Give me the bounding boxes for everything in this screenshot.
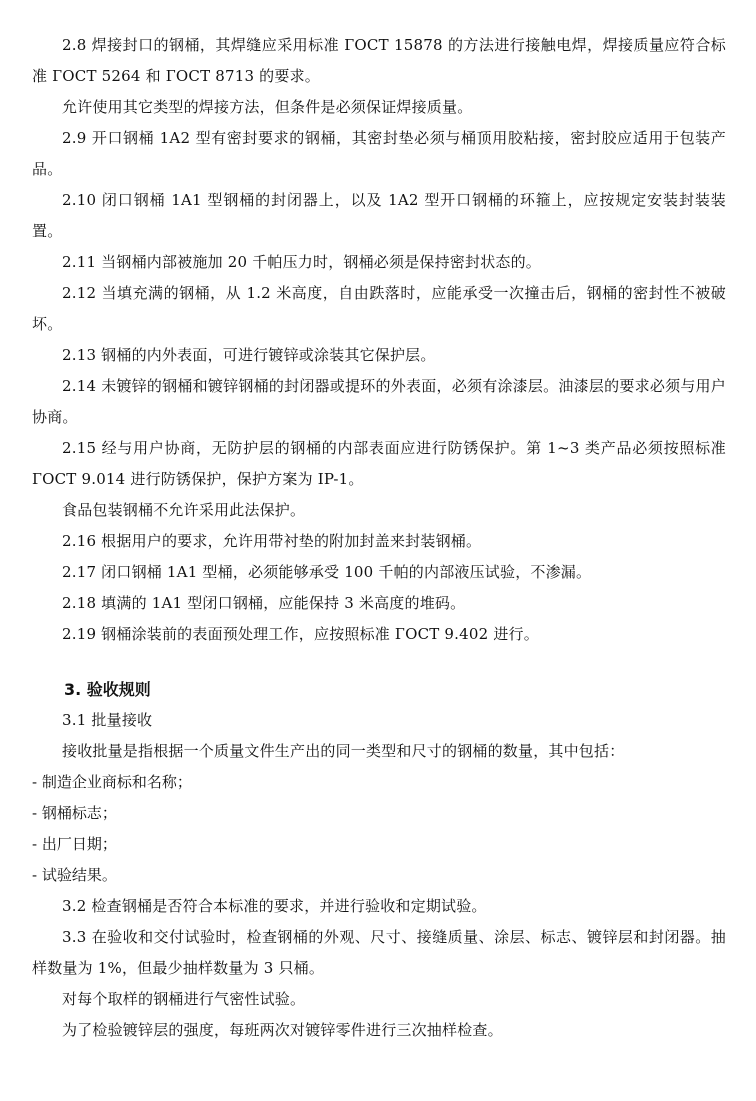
section-3-title: 3. 验收规则 (64, 680, 151, 699)
subsection-3-1-title: 3.1 批量接收 (62, 711, 153, 729)
paragraph-2-10: 2.10 闭口钢桶 1A1 型钢桶的封闭器上，以及 1A2 型开口钢桶的环箍上，应按规定安装封装装置。 (32, 191, 726, 240)
paragraph-3-2: 3.2 检查钢桶是否符合本标准的要求，并进行验收和定期试验。 (62, 897, 487, 915)
paragraph-3-3: 3.3 在验收和交付试验时，检查钢桶的外观、尺寸、接缝质量、涂层、标志、镀锌层和封闭器。抽样数量为 1%，但最少抽样数量为 3 只桶。 (32, 928, 726, 977)
list-item-marking: - 钢桶标志； (32, 804, 117, 822)
paragraph-welding-note: 允许使用其它类型的焊接方法，但条件是必须保证焊接质量。 (62, 98, 473, 116)
list-item-results: - 试验结果。 (32, 866, 117, 884)
paragraph-2-13: 2.13 钢桶的内外表面，可进行镀锌或涂装其它保护层。 (62, 346, 436, 364)
paragraph-2-15: 2.15 经与用户协商，无防护层的钢桶的内部表面应进行防锈保护。第 1~3 类产品必须按照标准 ГОСТ 9.014 进行防锈保护，保护方案为 IP-1。 (32, 439, 726, 488)
paragraph-gas-test: 对每个取样的钢桶进行气密性试验。 (62, 990, 306, 1008)
paragraph-2-11: 2.11 当钢桶内部被施加 20 千帕压力时，钢桶必须是保持密封状态的。 (62, 253, 541, 271)
paragraph-zinc-test: 为了检验镀锌层的强度，每班两次对镀锌零件进行三次抽样检查。 (62, 1021, 503, 1039)
paragraph-batch-intro: 接收批量是指根据一个质量文件生产出的同一类型和尺寸的钢桶的数量，其中包括： (62, 742, 625, 760)
paragraph-2-8: 2.8 焊接封口的钢桶，其焊缝应采用标准 ГОСТ 15878 的方法进行接触电焊，焊接质量应符合标准 ГОСТ 5264 和 ГОСТ 8713 的要求。 (32, 36, 726, 85)
paragraph-2-14: 2.14 未镀锌的钢桶和镀锌钢桶的封闭器或提环的外表面，必须有涂漆层。油漆层的要求必须与用户协商。 (32, 377, 726, 426)
paragraph-2-12: 2.12 当填充满的钢桶，从 1.2 米高度，自由跌落时，应能承受一次撞击后，钢桶的密封性不被破坏。 (32, 284, 726, 333)
paragraph-2-18: 2.18 填满的 1A1 型闭口钢桶，应能保持 3 米高度的堆码。 (62, 594, 466, 612)
paragraph-2-16: 2.16 根据用户的要求，允许用带衬垫的附加封盖来封装钢桶。 (62, 532, 482, 550)
paragraph-2-9: 2.9 开口钢桶 1A2 型有密封要求的钢桶，其密封垫必须与桶顶用胶粘接，密封胶应适用于包装产品。 (32, 129, 726, 178)
list-item-date: - 出厂日期； (32, 835, 117, 853)
paragraph-food-note: 食品包装钢桶不允许采用此法保护。 (62, 501, 306, 519)
paragraph-2-17: 2.17 闭口钢桶 1A1 型桶，必须能够承受 100 千帕的内部液压试验，不渗漏。 (62, 563, 592, 581)
list-item-manufacturer: - 制造企业商标和名称； (32, 773, 192, 791)
paragraph-2-19: 2.19 钢桶涂装前的表面预处理工作，应按照标准 ГОСТ 9.402 进行。 (62, 625, 539, 643)
